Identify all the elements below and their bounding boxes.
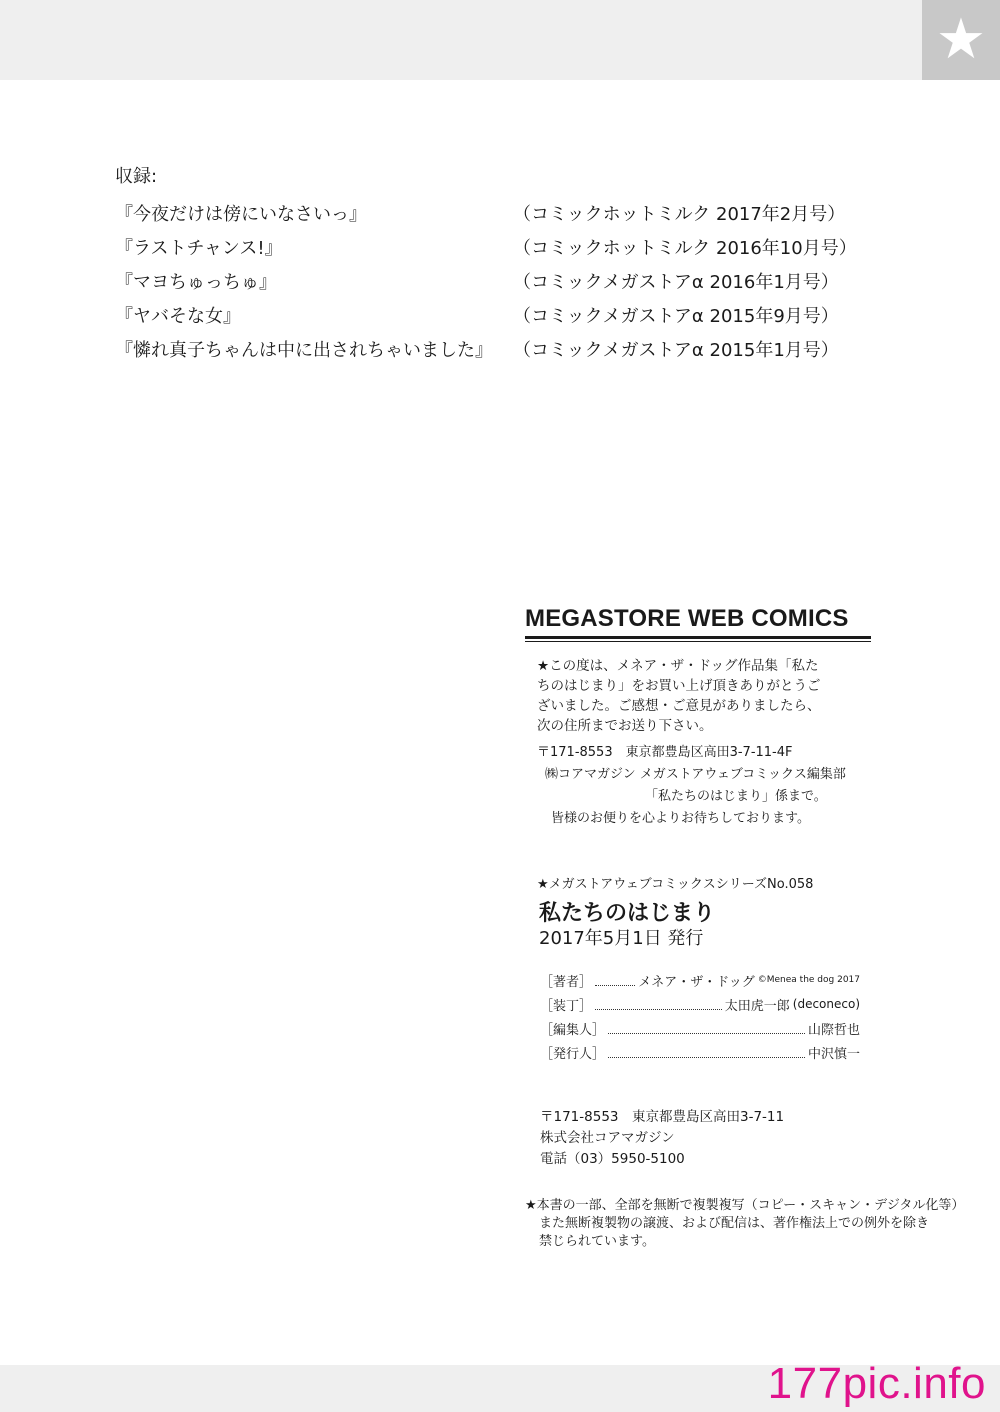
credit-row: [540, 968, 860, 992]
book-title: 私たちのはじまり: [539, 901, 716, 926]
credit-row: [540, 992, 860, 1016]
publish-date: 2017年5月1日 発行: [539, 928, 704, 949]
credit-note: (deconeco): [792, 997, 860, 1011]
publisher-info: [540, 1107, 784, 1170]
address-line: ㈱コアマガジン メガストアウェブコミックス編集部: [545, 767, 846, 782]
corner-star-box: [922, 0, 1000, 80]
mailing-address: [537, 742, 846, 830]
credit-note: ©Menea the dog 2017: [757, 975, 860, 985]
credits-list: [540, 968, 860, 1064]
address-line: 〒171-8553 東京都豊島区高田3-7-11-4F: [537, 745, 793, 760]
story-source: （コミックホットミルク 2016年10月号）: [513, 238, 857, 259]
series-number: ★メガストアウェブコミックスシリーズNo.058: [537, 877, 814, 892]
recordings-heading: 収録:: [115, 166, 158, 187]
story-source: （コミックメガストアα 2016年1月号）: [513, 272, 839, 293]
thanks-line: ざいました。ご感想・ご意見がありましたら、: [537, 698, 821, 714]
story-source: （コミックメガストアα 2015年1月号）: [513, 340, 839, 361]
thanks-line: ちのはじまり」をお買い上げ頂きありがとうご: [537, 678, 821, 694]
leader-dots: [608, 1047, 805, 1058]
leader-dots: [595, 999, 722, 1010]
story-title: 『ラストチャンス!』: [115, 238, 283, 259]
star-icon: ★: [935, 7, 987, 72]
credit-name: 山際哲也: [807, 1022, 860, 1038]
credit-name: メネア・ザ・ドッグ: [638, 974, 755, 990]
notice-line: ★本書の一部、全部を無断で複製複写（コピー・スキャン・デジタル化等）: [525, 1198, 965, 1213]
thanks-message: [537, 656, 821, 736]
recordings-list: [115, 196, 857, 366]
credit-name: 中沢慎一: [807, 1046, 860, 1062]
story-source: （コミックメガストアα 2015年9月号）: [513, 306, 839, 327]
series-logo: MEGASTORE WEB COMICS: [525, 605, 849, 632]
list-item: [115, 230, 857, 264]
watermark: 177pic.info: [767, 1359, 986, 1408]
list-item: [115, 298, 857, 332]
list-item: [115, 332, 857, 366]
leader-dots: [595, 975, 635, 986]
story-title: 『ヤバそな女』: [115, 306, 241, 327]
thanks-line: ★この度は、メネア・ザ・ドッグ作品集「私た: [537, 658, 819, 674]
notice-line: 禁じられています。: [539, 1234, 655, 1249]
story-title: 『今夜だけは傍にいなさいっ』: [115, 204, 367, 225]
credit-role: ［編集人］: [540, 1022, 606, 1038]
story-title: 『憐れ真子ちゃんは中に出されちゃいました』: [115, 340, 493, 361]
list-item: [115, 196, 857, 230]
publisher-line: 電話（03）5950-5100: [540, 1151, 685, 1167]
story-title: 『マヨちゅっちゅ』: [115, 272, 277, 293]
leader-dots: [608, 1023, 805, 1034]
logo-rule: [525, 636, 871, 639]
address-line: 「私たちのはじまり」係まで。: [645, 789, 827, 804]
credit-name: 太田虎一郎: [724, 998, 790, 1014]
publisher-line: 〒171-8553 東京都豊島区高田3-7-11: [540, 1109, 785, 1125]
list-item: [115, 264, 857, 298]
top-band: [0, 0, 922, 80]
colophon-header: [525, 605, 875, 642]
credit-role: ［発行人］: [540, 1046, 606, 1062]
address-line: 皆様のお便りを心よりお待ちしております。: [551, 811, 810, 826]
copyright-notice: [525, 1197, 964, 1251]
credit-role: ［著者］: [540, 974, 593, 990]
story-source: （コミックホットミルク 2017年2月号）: [513, 204, 846, 225]
notice-line: また無断複製物の譲渡、および配信は、著作権法上での例外を除き: [539, 1216, 930, 1231]
publisher-line: 株式会社コアマガジン: [540, 1130, 675, 1146]
credit-role: ［装丁］: [540, 998, 593, 1014]
thanks-line: 次の住所までお送り下さい。: [537, 718, 713, 734]
logo-rule-thin: [525, 641, 871, 642]
credit-row: [540, 1040, 860, 1064]
credit-row: [540, 1016, 860, 1040]
